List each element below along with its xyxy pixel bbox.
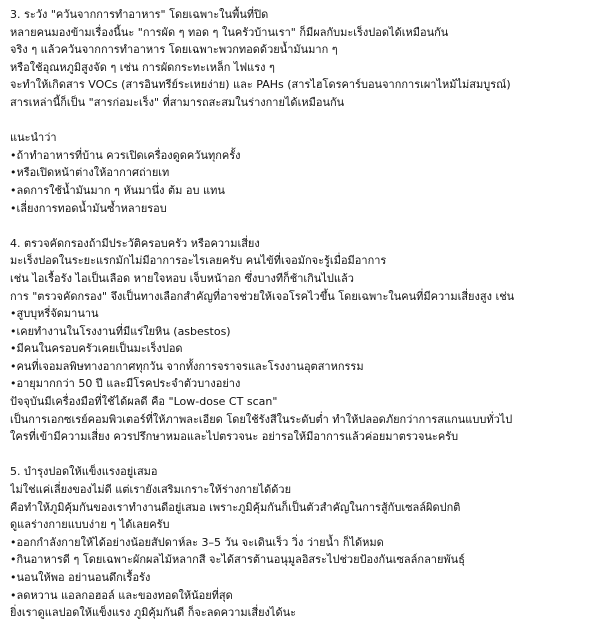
bullet-item: •เคยทำงานในโรงงานที่มีแร่ใยหิน (asbestos) bbox=[10, 324, 231, 338]
section-4 bbox=[10, 235, 599, 446]
paragraph-line: จริง ๆ แล้วควันจากการทำอาหาร โดยเฉพาะพวกทอดด้วยน้ำมันมาก ๆ bbox=[10, 43, 338, 57]
bullet-item: •ลดการใช้น้ำมันมาก ๆ หันมานึ่ง ต้ม อบ แทน bbox=[10, 183, 225, 197]
bullet-item: •สูบบุหรี่จัดมานาน bbox=[10, 307, 99, 321]
bullet-item: •หรือเปิดหน้าต่างให้อากาศถ่ายเท bbox=[10, 166, 170, 180]
paragraph-line: คือทำให้ภูมิคุ้มกันของเราทำงานดีอยู่เสมอ เพราะภูมิคุ้มกันก็เป็นตัวสำคัญในการสู้กับเซลล์ผิดปกติ bbox=[10, 500, 461, 514]
paragraph-line: เป็นการเอกซเรย์คอมพิวเตอร์ที่ให้ภาพละเอียด โดยใช้รังสีในระดับต่ำ ทำให้ปลอดภัยกว่าการสแกนแบบทั่วไป bbox=[10, 412, 513, 426]
recommendations-heading: แนะนำว่า bbox=[10, 131, 57, 145]
paragraph-line: หลายคนมองข้ามเรื่องนี้นะ "การผัด ๆ ทอด ๆ ในครัวบ้านเรา" ก็มีผลกับมะเร็งปอดได้เหมือนกัน bbox=[10, 25, 449, 39]
paragraph-gap bbox=[10, 112, 599, 130]
paragraph-line: การ "ตรวจคัดกรอง" จึงเป็นทางเลือกสำคัญที่อาจช่วยให้เจอโรคไวขึ้น โดยเฉพาะในคนที่มีความเสี่ยงสูง เช่น bbox=[10, 289, 515, 303]
bullet-item: •ลดหวาน แอลกอฮอล์ และของทอดให้น้อยที่สุด bbox=[10, 588, 233, 602]
paragraph-line: ปัจจุบันมีเครื่องมือที่ใช้ได้ผลดี คือ "Low-dose CT scan" bbox=[10, 395, 278, 409]
paragraph-line: ยิ่งเราดูแลปอดให้แข็งแรง ภูมิคุ้มกันดี ก็จะลดความเสี่ยงได้นะ bbox=[10, 606, 297, 620]
paragraph-line: เช่น ไอเรื้อรัง ไอเป็นเลือด หายใจหอบ เจ็บหน้าอก ซึ่งบางทีก็ช้าเกินไปแล้ว bbox=[10, 271, 354, 285]
bullet-item: •เลี่ยงการทอดน้ำมันซ้ำหลายรอบ bbox=[10, 201, 167, 215]
section-heading: 5. บำรุงปอดให้แข็งแรงอยู่เสมอ bbox=[10, 465, 158, 479]
paragraph-gap bbox=[10, 446, 599, 464]
paragraph-gap bbox=[10, 217, 599, 235]
bullet-item: •ออกกำลังกายให้ได้อย่างน้อยสัปดาห์ละ 3–5 วัน จะเดินเร็ว วิ่ง ว่ายน้ำ ก็ได้หมด bbox=[10, 535, 384, 549]
paragraph-line: ไม่ใช่แค่เลี่ยงของไม่ดี แต่เรายังเสริมเกราะให้ร่างกายได้ด้วย bbox=[10, 483, 292, 497]
section-3 bbox=[10, 6, 599, 112]
paragraph-line: สารเหล่านี้ก็เป็น "สารก่อมะเร็ง" ที่สามารถสะสมในร่างกายได้เหมือนกัน bbox=[10, 95, 345, 109]
bullet-item: •กินอาหารดี ๆ โดยเฉพาะผักผลไม้หลากสี จะได้สารต้านอนุมูลอิสระไปช่วยป้องกันเซลล์กลายพันธุ์ bbox=[10, 553, 465, 567]
bullet-item: •อายุมากกว่า 50 ปี และมีโรคประจำตัวบางอย่าง bbox=[10, 377, 241, 391]
bullet-item: •คนที่เจอมลพิษทางอากาศทุกวัน จากทั้งการจราจรและโรงงานอุตสาหกรรม bbox=[10, 359, 364, 373]
paragraph-line: ดูแลร่างกายแบบง่าย ๆ ได้เลยครับ bbox=[10, 518, 170, 532]
recommendations bbox=[10, 129, 599, 217]
paragraph-line: จะทำให้เกิดสาร VOCs (สารอินทรีย์ระเหยง่าย) และ PAHs (สารไฮโดรคาร์บอนจากการเผาไหม้ไม่สมบูรณ์) bbox=[10, 78, 511, 92]
section-heading: 3. ระวัง "ควันจากการทำอาหาร" โดยเฉพาะในพื้นที่ปิด bbox=[10, 8, 269, 21]
paragraph-line: หรือใช้อุณหภูมิสูงจัด ๆ เช่น การผัดกระทะเหล็ก ไฟแรง ๆ bbox=[10, 60, 275, 74]
section-heading: 4. ตรวจคัดกรองถ้ามีประวัติครอบครัว หรือความเสี่ยง bbox=[10, 236, 260, 250]
paragraph-line: ใครที่เข้ามีความเสี่ยง ควรปรึกษาหมอและไปตรวจนะ อย่ารอให้มีอาการแล้วค่อยมาตรวจนะครับ bbox=[10, 430, 459, 444]
bullet-item: •นอนให้พอ อย่านอนดึกเรื้อรัง bbox=[10, 571, 151, 584]
bullet-item: •ถ้าทำอาหารที่บ้าน ควรเปิดเครื่องดูดควันทุกครั้ง bbox=[10, 148, 241, 162]
section-5 bbox=[10, 463, 599, 621]
paragraph-line: มะเร็งปอดในระยะแรกมักไม่มีอาการอะไรเลยครับ คนไข้ที่เจอมักจะรู้เมื่อมีอาการ bbox=[10, 254, 387, 268]
bullet-item: •มีคนในครอบครัวเคยเป็นมะเร็งปอด bbox=[10, 342, 183, 356]
